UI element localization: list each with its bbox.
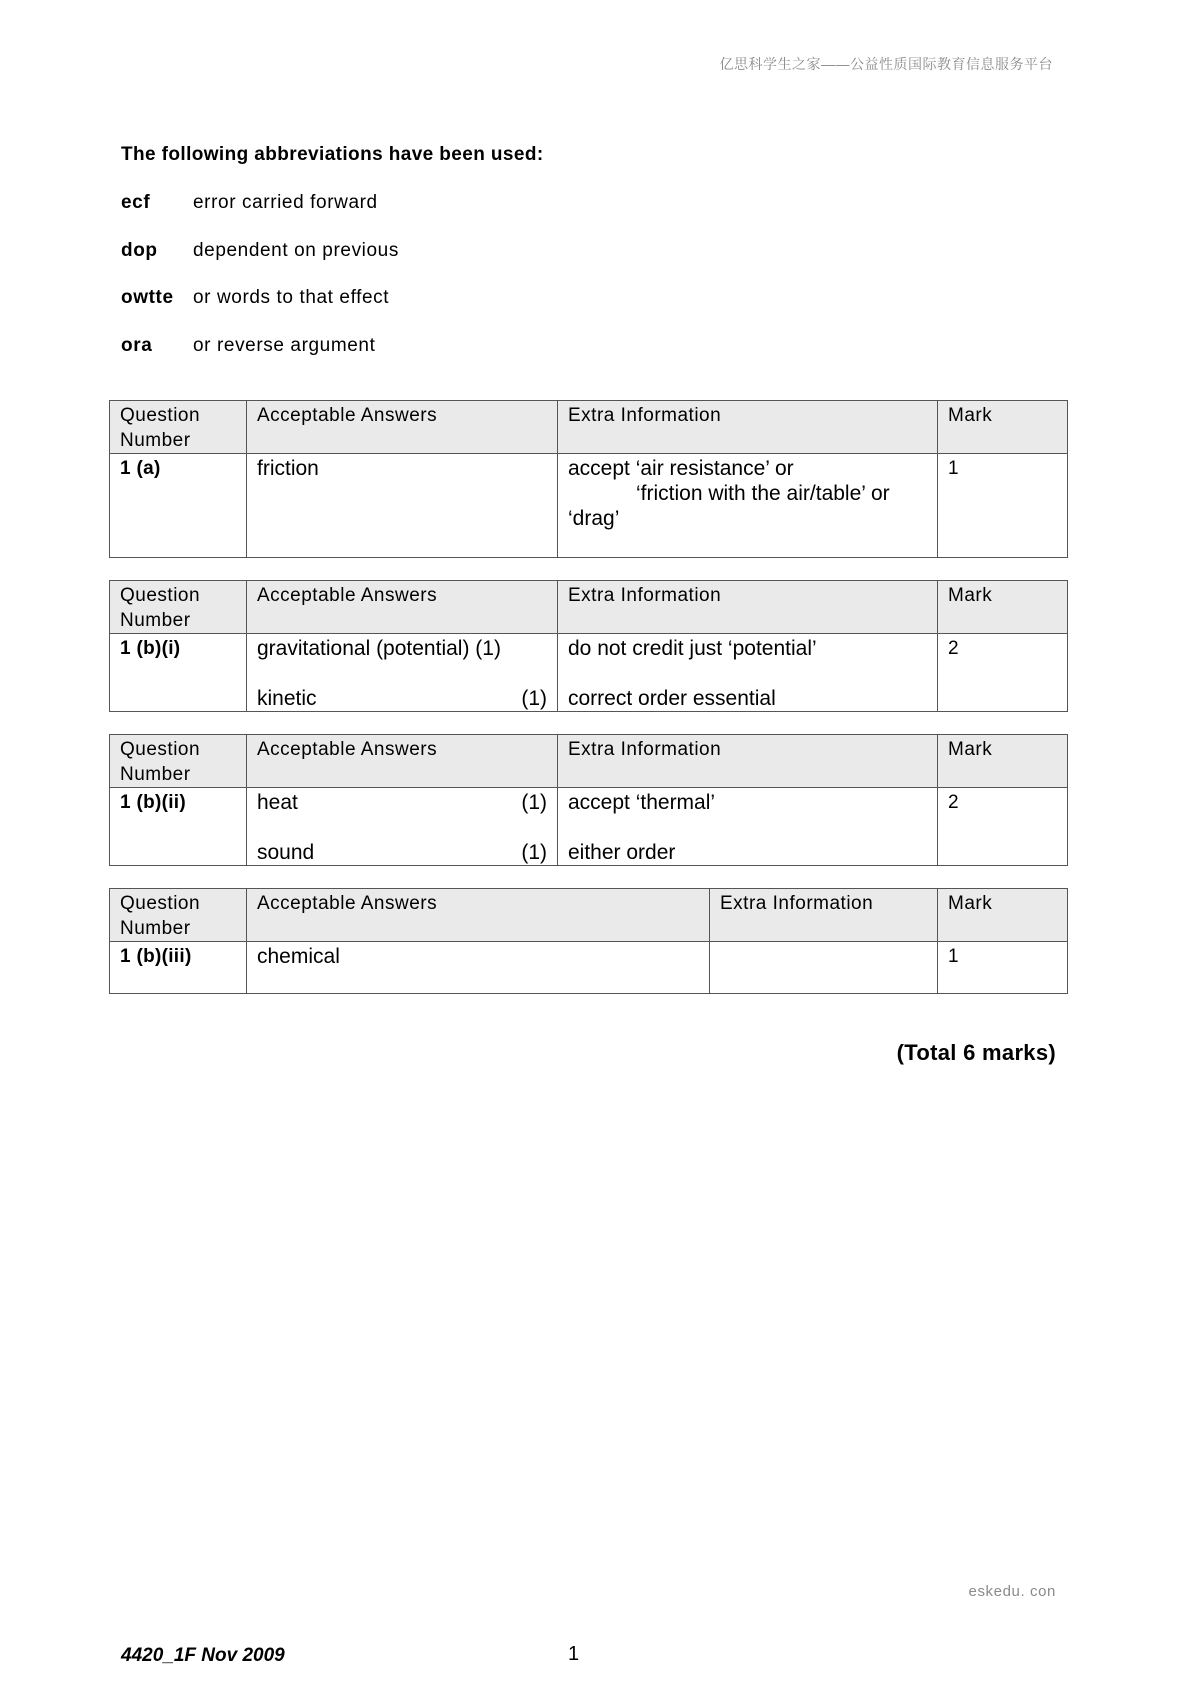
abbreviations-heading: The following abbreviations have been used: (121, 144, 544, 165)
acceptable-answer (247, 788, 558, 866)
answer-line (257, 840, 547, 865)
extra-line: do not credit just ‘potential’ (568, 637, 817, 660)
abbreviation-meaning: error carried forward (193, 192, 378, 213)
total-marks: (Total 6 marks) (896, 1040, 1056, 1065)
mark-table-1a (109, 400, 1068, 558)
extra-line: correct order essential (568, 687, 776, 710)
abbreviation-meaning: dependent on previous (193, 240, 399, 261)
abbreviation-code: ora (121, 335, 153, 356)
acceptable-answer: friction (247, 454, 558, 558)
page-number: 1 (568, 1643, 580, 1665)
answer-text: sound (257, 841, 315, 864)
answer-mark: (1) (521, 791, 547, 814)
mark-table-1bii (109, 734, 1068, 866)
extra-line: accept ‘air resistance’ or (568, 457, 794, 480)
abbreviation-item (121, 335, 375, 357)
mark-value: 1 (938, 454, 1068, 558)
header-extra-information: Extra Information (558, 401, 938, 454)
abbreviation-code: owtte (121, 287, 174, 308)
header-mark: Mark (938, 735, 1068, 788)
mark-value: 1 (938, 942, 1068, 994)
header-acceptable-answers: Acceptable Answers (247, 735, 558, 788)
extra-information (558, 634, 938, 712)
watermark-top: 亿思科学生之家——公益性质国际教育信息服务平台 (719, 56, 1053, 72)
header-mark: Mark (938, 581, 1068, 634)
question-number: 1 (b)(iii) (110, 942, 247, 994)
answer-text: heat (257, 791, 298, 814)
question-number: 1 (b)(ii) (110, 788, 247, 866)
extra-information (558, 788, 938, 866)
abbreviation-meaning: or words to that effect (193, 287, 390, 308)
abbreviation-item (121, 287, 389, 309)
acceptable-answer: chemical (247, 942, 710, 994)
acceptable-answer (247, 634, 558, 712)
header-acceptable-answers: Acceptable Answers (247, 581, 558, 634)
abbreviation-item (121, 192, 378, 214)
header-mark: Mark (938, 401, 1068, 454)
watermark-bottom: eskedu. con (968, 1583, 1056, 1600)
answer-mark: (1) (521, 841, 547, 864)
header-question-number: Question Number (110, 581, 247, 634)
header-extra-information: Extra Information (710, 889, 938, 942)
abbreviation-code: ecf (121, 192, 151, 213)
extra-line: either order (568, 841, 676, 864)
question-number: 1 (b)(i) (110, 634, 247, 712)
answer-line (257, 686, 547, 711)
mark-value: 2 (938, 788, 1068, 866)
header-extra-information: Extra Information (558, 581, 938, 634)
mark-table-1bi (109, 580, 1068, 712)
abbreviation-code: dop (121, 240, 158, 261)
mark-value: 2 (938, 634, 1068, 712)
header-question-number: Question Number (110, 735, 247, 788)
answer-text: kinetic (257, 687, 317, 710)
extra-information (558, 454, 938, 558)
extra-line: accept ‘thermal’ (568, 791, 716, 814)
footer-paper-code: 4420_1F Nov 2009 (121, 1645, 285, 1666)
extra-line: ‘friction with the air/table’ or (636, 482, 890, 505)
mark-table-1biii (109, 888, 1068, 994)
answer-text: gravitational (potential) (1) (257, 637, 501, 660)
header-question-number: Question Number (110, 401, 247, 454)
question-number: 1 (a) (110, 454, 247, 558)
header-acceptable-answers: Acceptable Answers (247, 401, 558, 454)
header-acceptable-answers: Acceptable Answers (247, 889, 710, 942)
extra-line: ‘drag’ (568, 507, 620, 530)
abbreviation-meaning: or reverse argument (193, 335, 376, 356)
answer-line (257, 636, 547, 661)
header-question-number: Question Number (110, 889, 247, 942)
header-mark: Mark (938, 889, 1068, 942)
extra-information (710, 942, 938, 994)
answer-line (257, 790, 547, 815)
abbreviation-item (121, 240, 399, 262)
header-extra-information: Extra Information (558, 735, 938, 788)
answer-mark: (1) (521, 687, 547, 710)
